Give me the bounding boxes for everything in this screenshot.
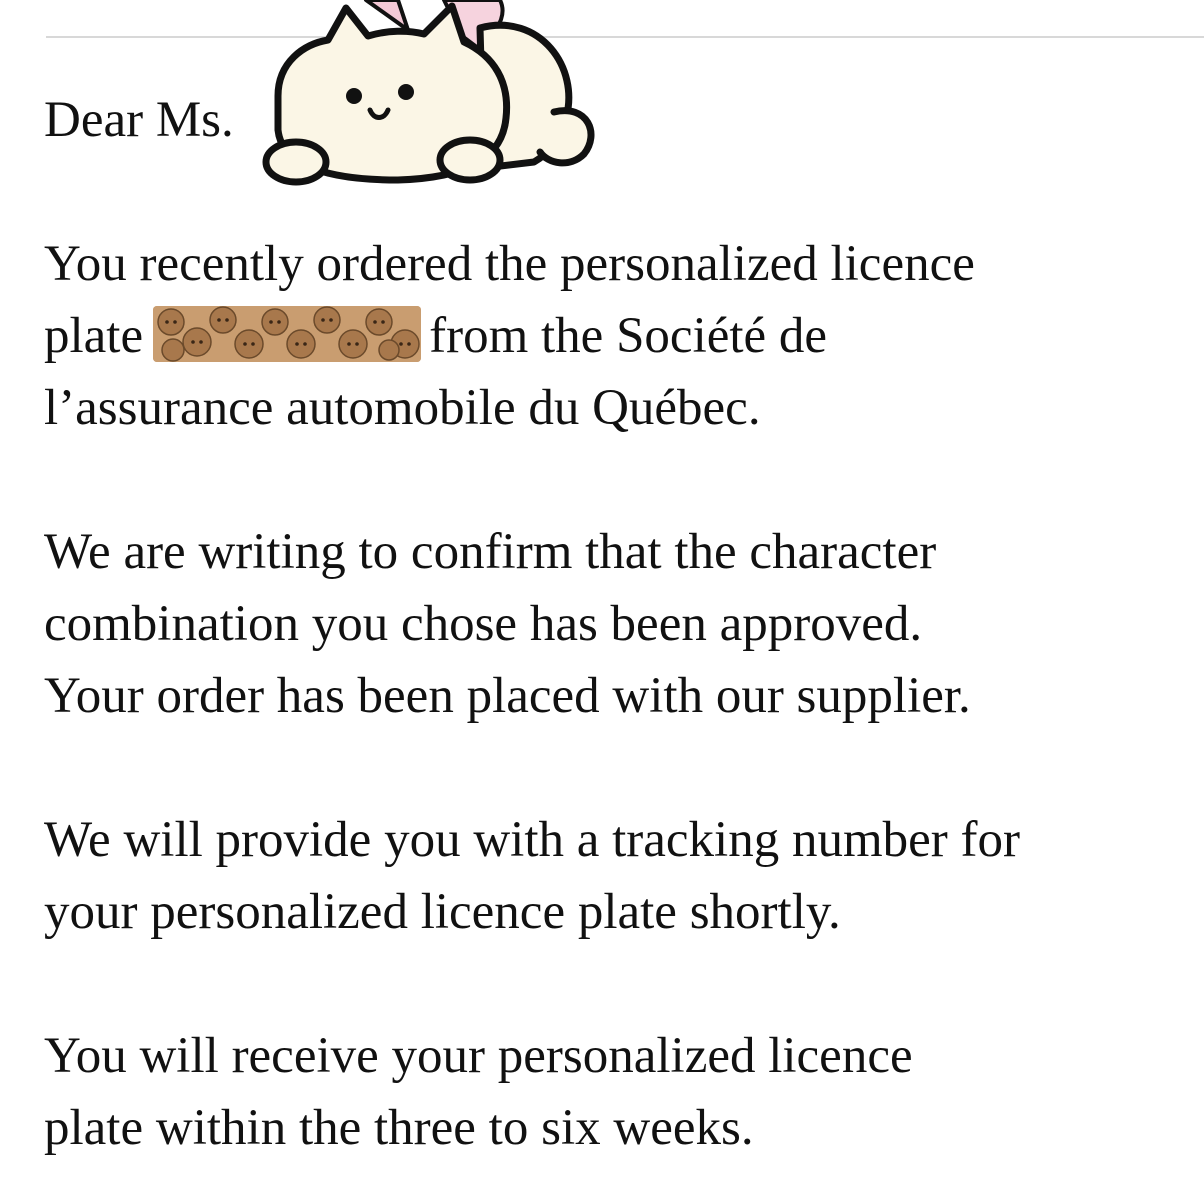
paragraph-line: l’assurance automobile du Québec. <box>44 380 761 436</box>
paragraph-line: Your order has been placed with our supplier. <box>44 668 971 724</box>
greeting <box>44 84 1184 156</box>
header-divider <box>46 36 1204 38</box>
paragraph-line: your personalized licence plate shortly. <box>44 884 841 940</box>
paragraph-approval <box>44 516 1184 732</box>
cat-sticker-icon <box>248 0 608 200</box>
paragraph-line: You recently ordered the personalized licence <box>44 236 975 292</box>
plate-word: plate <box>44 308 144 364</box>
cookie-bears-sticker-icon <box>153 306 421 362</box>
paragraph-line: combination you chose has been approved. <box>44 596 923 652</box>
paragraph-line: We will provide you with a tracking number for <box>44 812 1020 868</box>
paragraph-line <box>44 300 1184 372</box>
plate-line-rest: from the Société de <box>429 308 828 364</box>
paragraph-delivery <box>44 1020 1184 1164</box>
paragraph-line: You will receive your personalized licence <box>44 1028 913 1084</box>
paragraph-line: We are writing to confirm that the character <box>44 524 937 580</box>
paragraph-tracking <box>44 804 1184 948</box>
email-body <box>44 84 1184 1164</box>
greeting-text: Dear Ms. <box>44 92 234 148</box>
paragraph-line: plate within the three to six weeks. <box>44 1100 754 1156</box>
paragraph-order <box>44 228 1184 444</box>
